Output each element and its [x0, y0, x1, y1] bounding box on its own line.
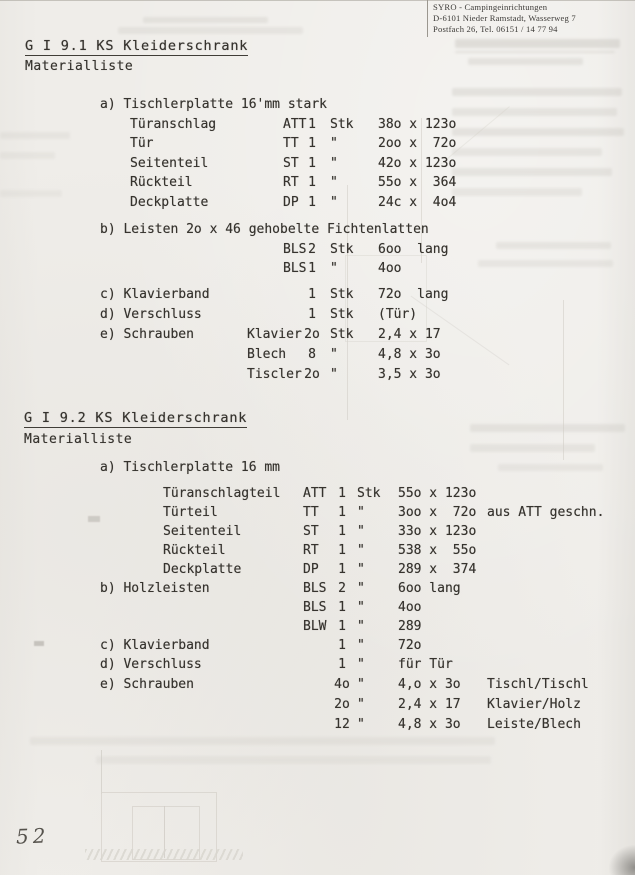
- part-name: Türteil: [163, 505, 218, 520]
- material-row: [0, 542, 635, 559]
- item-e-row: e) Schrauben 4o " 4,o x 3o Tischl/Tischl: [100, 677, 589, 692]
- screw-type: Blech: [247, 347, 287, 362]
- part-dims: für Tür: [398, 657, 453, 672]
- part-qty: 1: [338, 619, 346, 634]
- part-name: Türanschlagteil: [163, 486, 281, 501]
- bleedthrough-hatching: [85, 849, 243, 860]
- page-number: 52: [15, 823, 50, 849]
- part-qty: 1: [308, 195, 316, 210]
- part-unit: ": [330, 261, 338, 276]
- part-qty: 1: [338, 524, 346, 539]
- material-row: [0, 599, 635, 616]
- part-dims: (Tür): [378, 307, 418, 322]
- part-code: RT: [283, 175, 299, 190]
- part-name: Seitenteil: [130, 156, 209, 171]
- screw-unit: ": [330, 347, 338, 362]
- screw-type: Tiscler: [247, 367, 302, 382]
- part-qty: 2: [338, 581, 346, 596]
- part-unit: Stk: [330, 307, 354, 322]
- screw-dims: 4,o x 3o: [398, 677, 461, 692]
- material-row: [0, 174, 635, 191]
- screw-unit: ": [330, 367, 338, 382]
- material-row: [0, 696, 635, 713]
- screw-type: Klavier: [247, 327, 302, 342]
- screw-qty: 2o: [304, 367, 320, 382]
- part-dims: 55o x 364: [378, 175, 457, 190]
- part-dims: 72o lang: [378, 287, 449, 302]
- bleedthrough-smudge: [455, 51, 615, 53]
- part-code: ATT: [303, 486, 327, 501]
- item-d-row: d) Verschluss 1 " für Tür: [100, 657, 453, 672]
- letterhead-address: D-6101 Nieder Ramstadt, Wasserweg 7: [433, 13, 576, 23]
- part-dims: 4oo: [398, 600, 422, 615]
- part-dims: 289: [398, 619, 422, 634]
- section-91-subtitle: Materialliste: [25, 59, 134, 74]
- material-row: [0, 523, 635, 540]
- part-unit: ": [357, 505, 365, 520]
- part-dims: 42o x 123o: [378, 156, 457, 171]
- part-qty: 1: [308, 136, 316, 151]
- part-dims: 55o x 123o: [398, 486, 477, 501]
- part-code: RT: [303, 543, 319, 558]
- bleedthrough-smudge: [468, 58, 583, 65]
- item-c-row: c) Klavierband 1 " 72o: [100, 638, 422, 653]
- part-code: ATT: [283, 117, 307, 132]
- bleedthrough-smudge: [118, 27, 303, 34]
- part-name: Deckplatte: [163, 562, 242, 577]
- part-unit: Stk: [357, 486, 381, 501]
- part-code: BLW: [303, 619, 327, 634]
- part-code: ST: [283, 156, 299, 171]
- part-code: BLS: [283, 242, 307, 257]
- part-code: BLS: [283, 261, 307, 276]
- part-qty: 1: [338, 505, 346, 520]
- part-qty: 2: [308, 242, 316, 257]
- part-unit: ": [357, 562, 365, 577]
- screw-note: Leiste/Blech: [487, 717, 581, 732]
- letterhead-rule: [427, 0, 428, 37]
- letterhead-company: SYRO - Campingeinrichtungen: [433, 2, 548, 12]
- part-unit: ": [357, 619, 365, 634]
- screw-unit: Stk: [330, 327, 354, 342]
- part-code: TT: [303, 505, 319, 520]
- part-unit: Stk: [330, 242, 354, 257]
- part-code: DP: [303, 562, 319, 577]
- part-dims: 538 x 55o: [398, 543, 477, 558]
- part-unit: ": [357, 543, 365, 558]
- screw-dims: 4,8 x 3o: [378, 347, 441, 362]
- screw-dims: 4,8 x 3o: [398, 717, 461, 732]
- part-dims: 33o x 123o: [398, 524, 477, 539]
- part-dims: 289 x 374: [398, 562, 477, 577]
- part-qty: 1: [308, 117, 316, 132]
- part-code: ST: [303, 524, 319, 539]
- part-qty: 1: [338, 600, 346, 615]
- part-unit: Stk: [330, 117, 354, 132]
- screw-qty: 12: [334, 717, 350, 732]
- part-dims: 6oo lang: [378, 242, 449, 257]
- screw-note: Tischl/Tischl: [487, 677, 589, 692]
- material-row: [0, 260, 635, 277]
- item-b-row: b) Holzleisten BLS 2 " 6oo lang: [100, 581, 461, 596]
- bleedthrough-smudge: [470, 444, 595, 452]
- part-qty: 1: [338, 657, 346, 672]
- part-name: Seitenteil: [163, 524, 242, 539]
- part-qty: 1: [308, 287, 316, 302]
- item-a-heading: a) Tischlerplatte 16 mm: [100, 460, 281, 475]
- part-qty: 1: [338, 486, 346, 501]
- screw-unit: ": [357, 717, 365, 732]
- part-name: Deckplatte: [130, 195, 209, 210]
- bleedthrough-smudge: [470, 424, 625, 432]
- part-note: aus ATT geschn.: [487, 505, 605, 520]
- part-unit: ": [330, 136, 338, 151]
- part-unit: ": [357, 657, 365, 672]
- material-row: [0, 194, 635, 211]
- screw-dims: 2,4 x 17: [378, 327, 441, 342]
- part-qty: 1: [308, 307, 316, 322]
- screw-qty: 4o: [334, 677, 350, 692]
- part-dims: 3oo x 72o: [398, 505, 477, 520]
- material-row: [0, 135, 635, 152]
- part-qty: 1: [338, 638, 346, 653]
- part-unit: ": [330, 156, 338, 171]
- bleedthrough-smudge: [452, 88, 622, 96]
- part-qty: 1: [308, 261, 316, 276]
- part-dims: 38o x 123o: [378, 117, 457, 132]
- item-e-row: e) Schrauben Klavier 2o Stk 2,4 x 17: [100, 327, 441, 342]
- bleedthrough-smudge: [455, 39, 620, 48]
- part-dims: 72o: [398, 638, 422, 653]
- part-unit: ": [357, 600, 365, 615]
- item-a-heading: a) Tischlerplatte 16'mm stark: [100, 97, 327, 112]
- part-name: Tür: [130, 136, 154, 151]
- bleedthrough-smudge: [96, 756, 491, 764]
- item-d-row: d) Verschluss 1 Stk (Tür): [100, 307, 418, 322]
- letterhead-contact: Postfach 26, Tel. 06151 / 14 77 94: [433, 24, 558, 34]
- bleedthrough-smudge: [143, 17, 268, 23]
- section-92-title: G I 9.2 KS Kleiderschrank: [24, 410, 248, 426]
- bleedthrough-sketch-line: [101, 750, 102, 794]
- part-unit: ": [330, 175, 338, 190]
- part-code: TT: [283, 136, 299, 151]
- part-qty: 1: [308, 175, 316, 190]
- part-unit: ": [357, 524, 365, 539]
- part-qty: 1: [338, 562, 346, 577]
- part-name: Rückteil: [163, 543, 226, 558]
- part-unit: ": [357, 581, 365, 596]
- screw-qty: 2o: [304, 327, 320, 342]
- section-91-title: G I 9.1 KS Kleiderschrank: [25, 38, 249, 54]
- material-row: [0, 116, 635, 133]
- material-row: [0, 504, 635, 521]
- screw-unit: ": [357, 697, 365, 712]
- part-code: DP: [283, 195, 299, 210]
- material-row: [0, 716, 635, 733]
- screw-qty: 2o: [334, 697, 350, 712]
- part-name: Türanschlag: [130, 117, 217, 132]
- bleedthrough-smudge: [30, 737, 495, 745]
- part-code: BLS: [303, 581, 327, 596]
- material-row: [0, 485, 635, 502]
- material-row: [0, 241, 635, 258]
- material-row: [0, 155, 635, 172]
- part-unit: ": [330, 195, 338, 210]
- part-qty: 1: [338, 543, 346, 558]
- material-row: [0, 346, 635, 363]
- letterhead: [433, 2, 576, 35]
- part-code: BLS: [303, 600, 327, 615]
- item-b-heading: b) Leisten 2o x 46 gehobelte Fichtenlatten: [100, 222, 429, 237]
- material-row: [0, 366, 635, 383]
- part-unit: Stk: [330, 287, 354, 302]
- material-row: [0, 618, 635, 635]
- part-dims: 4oo: [378, 261, 402, 276]
- item-c-row: c) Klavierband 1 Stk 72o lang: [100, 287, 449, 302]
- part-dims: 2oo x 72o: [378, 136, 457, 151]
- screw-qty: 8: [308, 347, 316, 362]
- part-unit: ": [357, 638, 365, 653]
- part-name: Rückteil: [130, 175, 193, 190]
- section-92-subtitle: Materialliste: [24, 432, 133, 447]
- part-dims: 6oo lang: [398, 581, 461, 596]
- part-qty: 1: [308, 156, 316, 171]
- scan-corner-shadow: [609, 845, 635, 875]
- screw-unit: ": [357, 677, 365, 692]
- scan-top-edge: [0, 0, 635, 1]
- material-row: [0, 561, 635, 578]
- screw-dims: 3,5 x 3o: [378, 367, 441, 382]
- screw-note: Klavier/Holz: [487, 697, 581, 712]
- screw-dims: 2,4 x 17: [398, 697, 461, 712]
- part-dims: 24c x 4o4: [378, 195, 457, 210]
